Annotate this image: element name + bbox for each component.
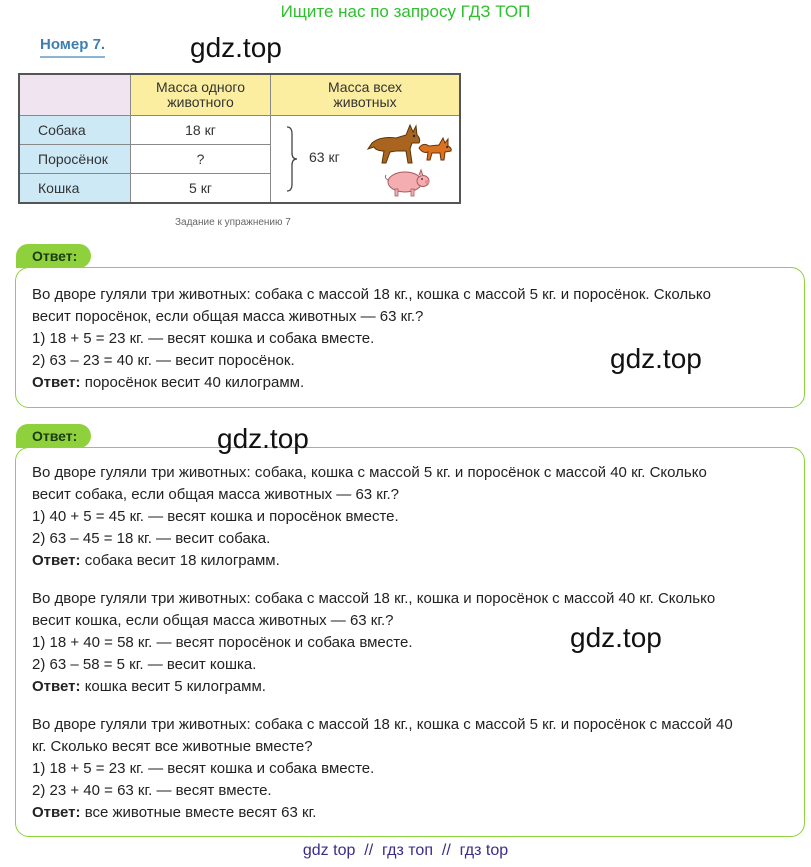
answer-2-variant-1 <box>32 462 792 572</box>
header-mass-one <box>131 75 271 116</box>
text-line: весит собака, если общая масса животных — 63 кг.? <box>32 486 400 503</box>
text-line: 1) 18 + 5 = 23 кг. — весят кошка и собака вместе. <box>32 760 375 777</box>
answer-label-2: Ответ: <box>16 424 91 448</box>
text-line: Во дворе гуляли три животных: собака с массой 18 кг., кошка с массой 5 кг. и поросёнок. Сколько <box>32 286 711 303</box>
text-line: 2) 63 – 23 = 40 кг. — весит поросёнок. <box>32 352 295 369</box>
answer-prefix: Ответ: <box>32 804 81 821</box>
watermark: gdz.top <box>217 423 309 454</box>
text-line: 1) 18 + 5 = 23 кг. — весят кошка и собака вместе. <box>32 330 375 347</box>
header-line: Масса всех <box>327 79 403 95</box>
header-line: животного <box>167 94 234 110</box>
total-cell <box>271 116 459 202</box>
watermark: gdz.top <box>190 32 282 63</box>
number-title-link[interactable]: Номер 7. <box>40 36 105 58</box>
answer-line <box>32 372 792 394</box>
answer-2-variant-2 <box>32 588 792 698</box>
answer-result: собака весит 18 килограмм. <box>80 552 280 569</box>
text-line: 2) 63 – 58 = 5 кг. — весит кошка. <box>32 656 257 673</box>
text-line: весит кошка, если общая масса животных — 63 кг.? <box>32 612 394 629</box>
text-line: Во дворе гуляли три животных: собака с массой 18 кг., кошка и поросёнок с массой 40 кг. Сколько <box>32 590 716 607</box>
header-line: животных <box>333 94 397 110</box>
answer-prefix: Ответ: <box>32 374 81 391</box>
pig-icon <box>383 166 431 198</box>
answer-line <box>32 550 792 572</box>
row-value-piglet: ? <box>131 145 271 174</box>
answer-result: все животные вместе весят 63 кг. <box>80 804 317 821</box>
text-line: весит поросёнок, если общая масса животных — 63 кг.? <box>32 308 424 325</box>
answer-line <box>32 676 792 698</box>
brace-icon <box>284 126 298 192</box>
answer-result: кошка весит 5 килограмм. <box>80 678 266 695</box>
text-line: 2) 63 – 45 = 18 кг. — весит собака. <box>32 530 271 547</box>
text-line: 2) 23 + 40 = 63 кг. — весят вместе. <box>32 782 272 799</box>
answer-line <box>32 802 792 824</box>
header-mass-all <box>271 75 459 116</box>
fox-icon <box>417 134 455 162</box>
text-line: 1) 18 + 40 = 58 кг. — весят поросёнок и собака вместе. <box>32 634 413 651</box>
watermark: gdz.top <box>570 622 662 653</box>
row-name-dog: Собака <box>20 116 131 145</box>
text-line: Во дворе гуляли три животных: собака, кошка с массой 5 кг. и поросёнок с массой 40 кг. Сколько <box>32 464 707 481</box>
text-line: Во дворе гуляли три животных: собака с массой 18 кг., кошка с массой 5 кг. и поросёнок с массой 40 <box>32 716 733 733</box>
exercise-table <box>18 73 461 204</box>
answer-1-text <box>32 284 792 394</box>
top-banner: Ищите нас по запросу ГДЗ ТОП <box>280 2 531 21</box>
footer-links[interactable]: gdz top // гдз топ // гдз top <box>302 842 509 859</box>
total-mass: 63 кг <box>309 149 340 165</box>
header-line: Масса одного <box>155 79 246 95</box>
answer-prefix: Ответ: <box>32 678 81 695</box>
table-caption: Задание к упражнению 7 <box>175 217 291 228</box>
table-corner-cell <box>20 75 131 116</box>
answer-2-variant-3 <box>32 714 792 824</box>
row-name-piglet: Поросёнок <box>20 145 131 174</box>
watermark: gdz.top <box>610 343 702 374</box>
row-value-cat: 5 кг <box>131 174 271 202</box>
answer-result: поросёнок весит 40 килограмм. <box>80 374 305 391</box>
row-value-dog: 18 кг <box>131 116 271 145</box>
text-line: 1) 40 + 5 = 45 кг. — весят кошка и поросёнок вместе. <box>32 508 399 525</box>
row-name-cat: Кошка <box>20 174 131 202</box>
answer-label-1: Ответ: <box>16 244 91 268</box>
answer-prefix: Ответ: <box>32 552 81 569</box>
text-line: кг. Сколько весят все животные вместе? <box>32 738 313 755</box>
